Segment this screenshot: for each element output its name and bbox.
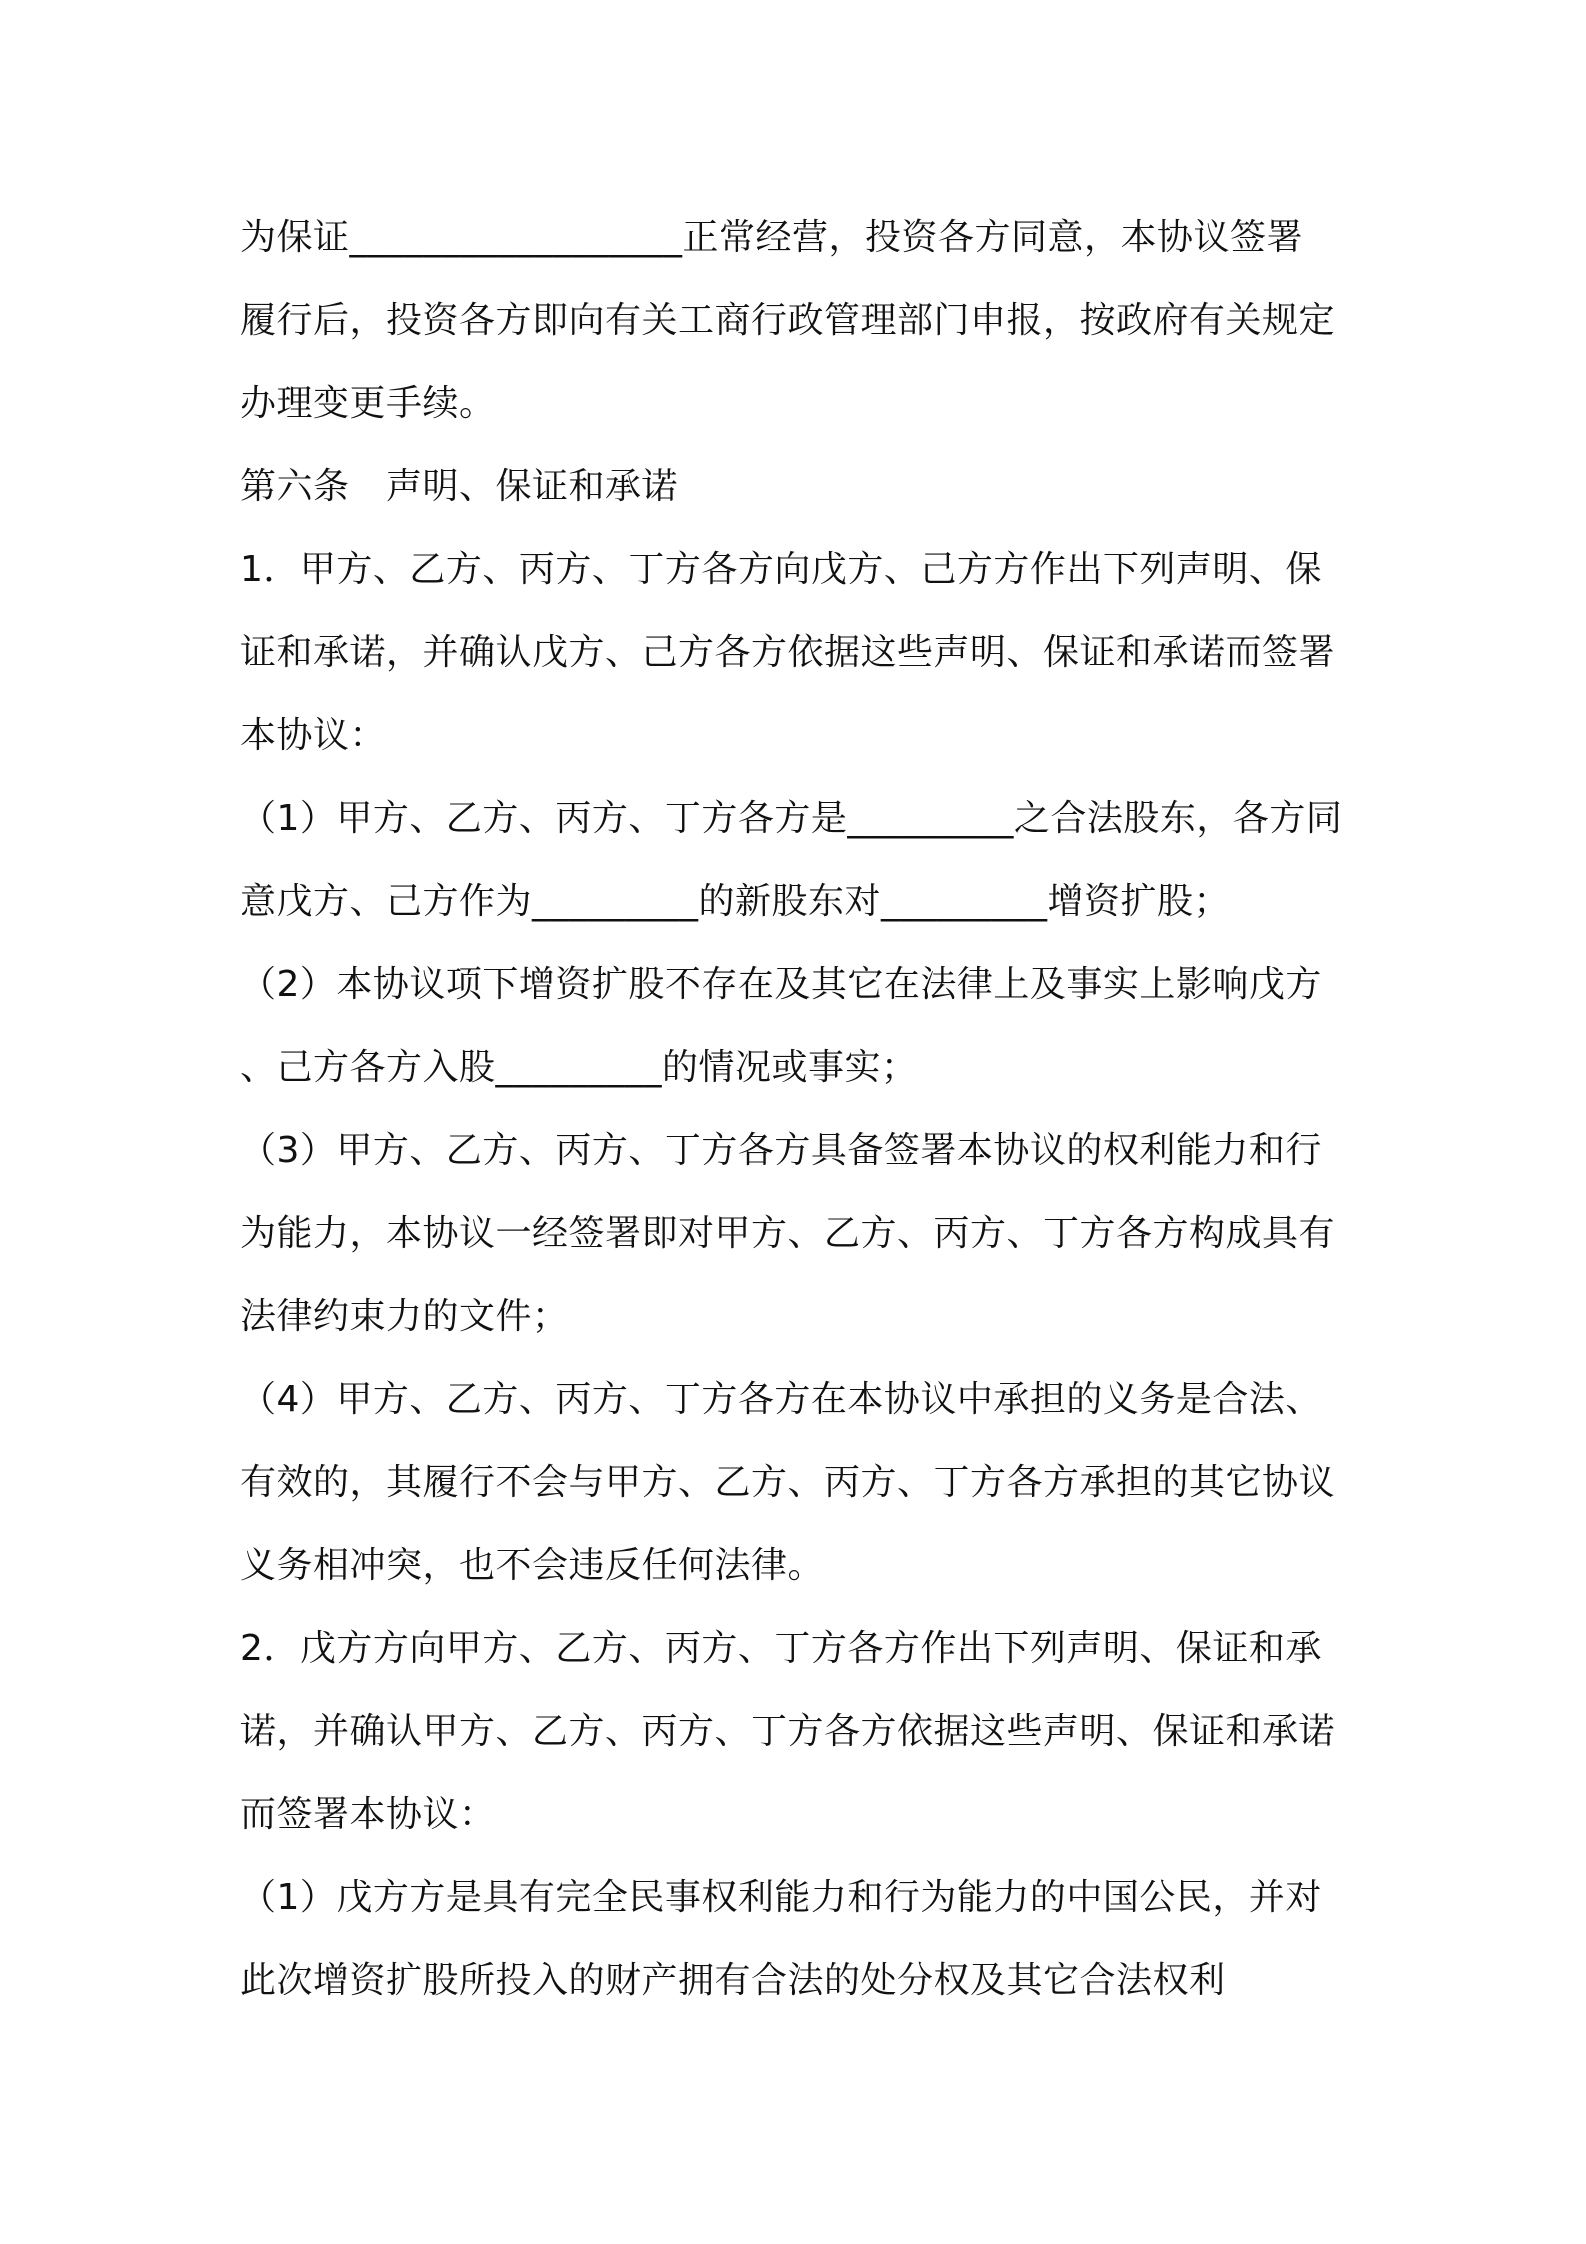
text-line: 本协议： — [240, 715, 387, 756]
text-line: （3）甲方、乙方、丙方、丁方各方具备签署本协议的权利能力和行 — [240, 1130, 1322, 1171]
text-line: 义务相冲突，也不会违反任何法律。 — [240, 1545, 825, 1586]
text-line: 意戊方、己方作为_________的新股东对_________增资扩股； — [240, 881, 1231, 922]
text-line: 办理变更手续。 — [240, 383, 496, 424]
text-line: 1．甲方、乙方、丙方、丁方各方向戊方、己方方作出下列声明、保 — [240, 549, 1322, 590]
text-line: 为能力，本协议一经签署即对甲方、乙方、丙方、丁方各方构成具有 — [240, 1213, 1336, 1254]
document-body — [240, 196, 1360, 2022]
text-line: 诺，并确认甲方、乙方、丙方、丁方各方依据这些声明、保证和承诺 — [240, 1711, 1336, 1752]
text-line: （1）戊方方是具有完全民事权利能力和行为能力的中国公民，并对 — [240, 1877, 1322, 1918]
text-line: 而签署本协议： — [240, 1794, 496, 1835]
text-line: 为保证__________________正常经营，投资各方同意，本协议签署 — [240, 217, 1304, 258]
text-line: 此次增资扩股所投入的财产拥有合法的处分权及其它合法权利 — [240, 1960, 1226, 2001]
text-line: （4）甲方、乙方、丙方、丁方各方在本协议中承担的义务是合法、 — [240, 1379, 1322, 1420]
text-line: 有效的，其履行不会与甲方、乙方、丙方、丁方各方承担的其它协议 — [240, 1462, 1336, 1503]
text-line: 2．戊方方向甲方、乙方、丙方、丁方各方作出下列声明、保证和承 — [240, 1628, 1322, 1669]
text-line: 、己方各方入股_________的情况或事实； — [240, 1047, 918, 1088]
text-line: （2）本协议项下增资扩股不存在及其它在法律上及事实上影响戊方 — [240, 964, 1322, 1005]
text-line: （1）甲方、乙方、丙方、丁方各方是_________之合法股东，各方同 — [240, 798, 1343, 839]
text-line: 履行后，投资各方即向有关工商行政管理部门申报，按政府有关规定 — [240, 300, 1336, 341]
text-line: 法律约束力的文件； — [240, 1296, 569, 1337]
text-line: 证和承诺，并确认戊方、己方各方依据这些声明、保证和承诺而签署 — [240, 632, 1336, 673]
section-heading: 第六条 声明、保证和承诺 — [240, 466, 679, 507]
